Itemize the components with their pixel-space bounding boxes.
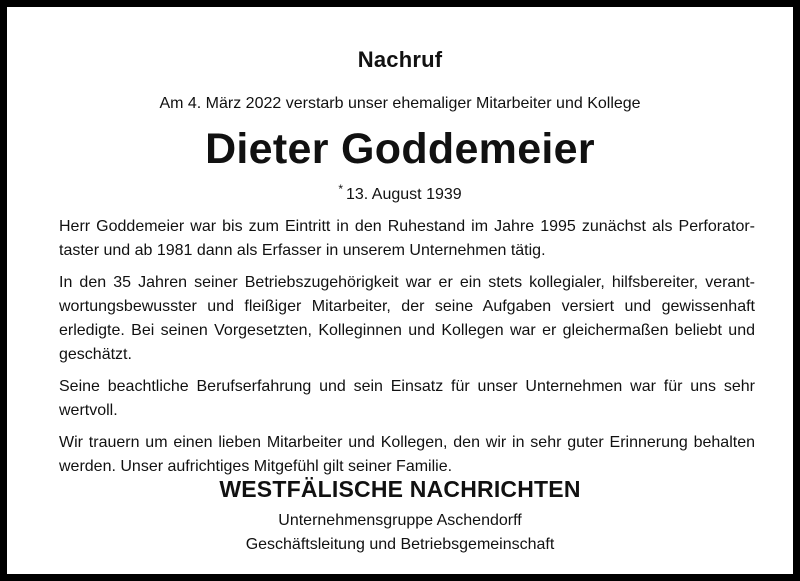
paragraph: Seine beachtliche Berufserfahrung und sein Einsatz für unser Unternehmen war für uns sehr wertvoll. (59, 378, 755, 419)
notice-heading: Nachruf (357, 47, 443, 72)
paragraph: In den 35 Jahren seiner Betriebszugehörigkeit war er ein stets kollegialer, hilfsbereiter, verant-wortungsbewusster und fleißiger Mitarbeiter, der seine Aufgaben versiert und gewissenhaft erledigte. Bei seinen Vorgesetzten, Kolleginnen und Kollegen war er gleichermaßen beliebt und geschätzt. (59, 274, 755, 363)
organization-signatories: Geschäftsleitung und Betriebsgemeinschaft (245, 536, 555, 553)
birth-date: 13. August 1939 (346, 186, 462, 203)
body-text (59, 215, 755, 487)
paragraph: Wir trauern um einen lieben Mitarbeiter und Kollegen, den wir in sehr guter Erinnerung behalten werden. Unser aufrichtiges Mitgefühl gilt seiner Familie. (59, 434, 755, 475)
intro-line: Am 4. März 2022 verstarb unser ehemaliger Mitarbeiter und Kollege (159, 95, 641, 112)
deceased-name: Dieter Goddemeier (205, 125, 595, 173)
organization-group: Unternehmensgruppe Aschendorff (278, 512, 522, 529)
paragraph: Herr Goddemeier war bis zum Eintritt in den Ruhestand im Jahre 1995 zunächst als Perforator-taster und ab 1981 dann als Erfasser in unserem Unternehmen tätig. (59, 218, 755, 259)
birth-symbol: * (338, 182, 343, 196)
organization-name: WESTFÄLISCHE NACHRICHTEN (219, 476, 581, 502)
birth-line (7, 182, 793, 204)
